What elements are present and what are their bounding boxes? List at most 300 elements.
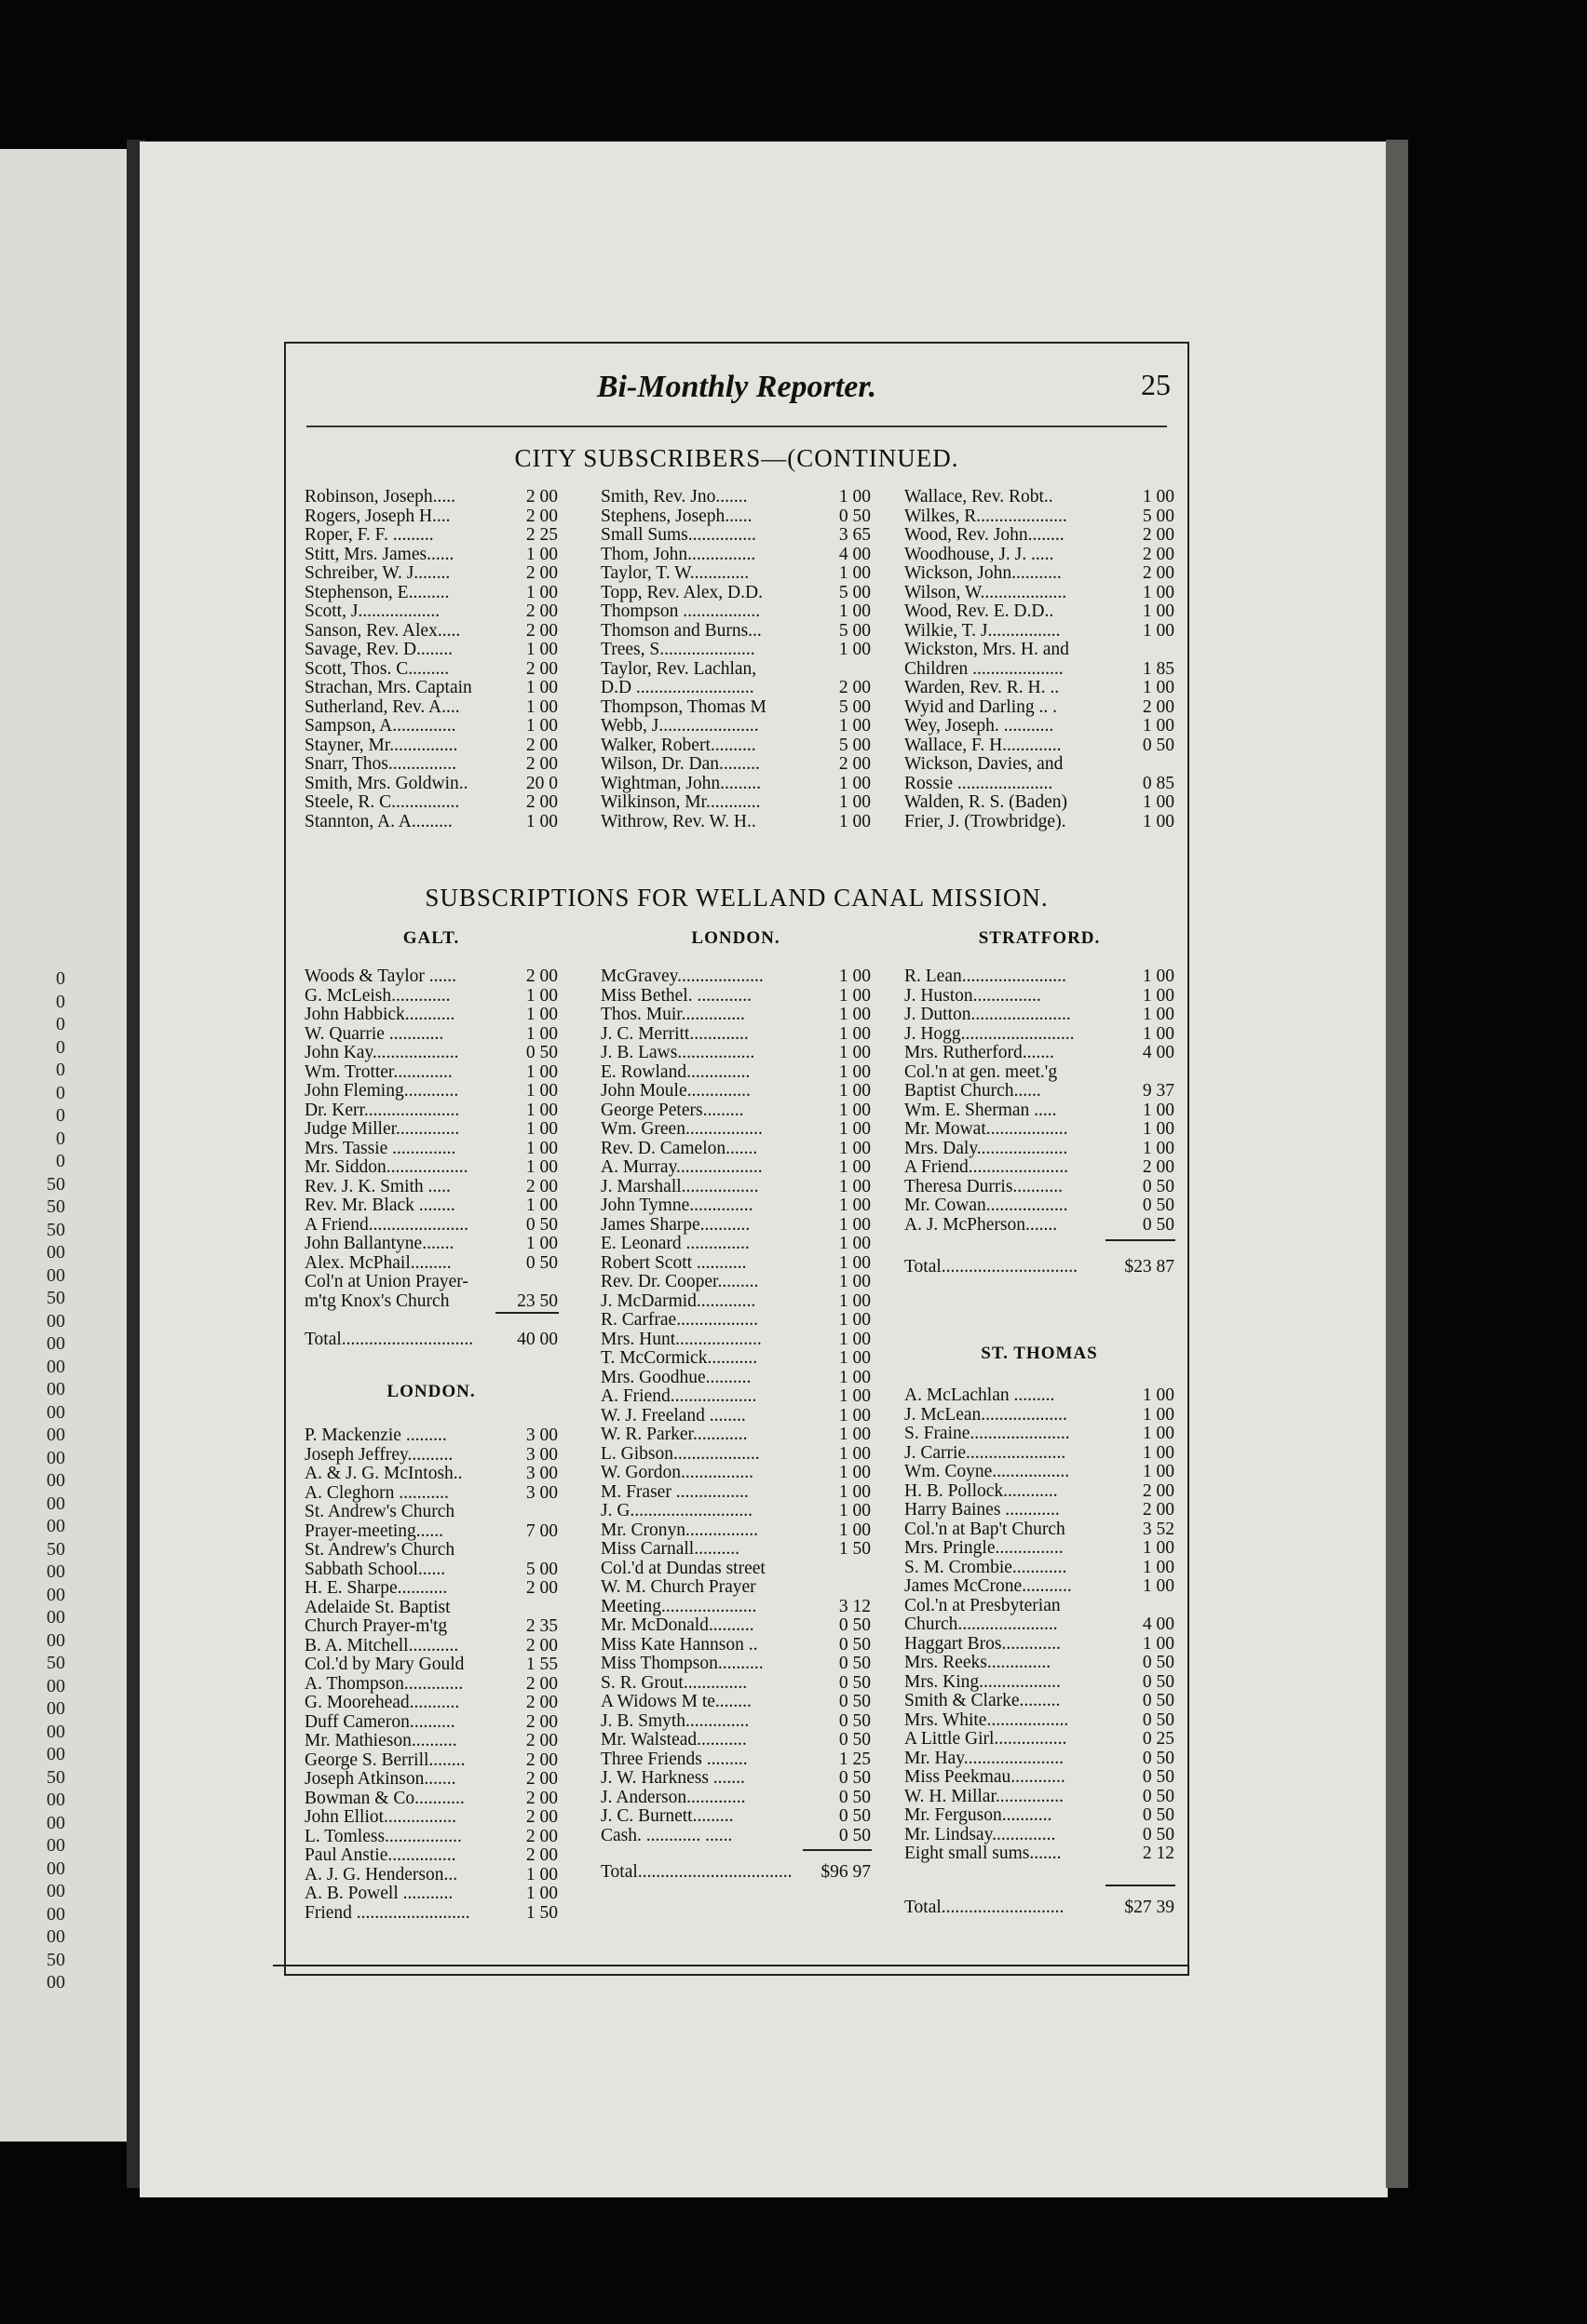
- subscriber-name: H. E. Sharpe...........: [305, 1578, 448, 1598]
- subscription-amount: 1 00: [1142, 582, 1174, 602]
- subscriber-name: Wilson, W...................: [904, 582, 1067, 602]
- st-thomas-heading: ST. THOMAS: [981, 1344, 1098, 1363]
- list-item: [601, 1349, 871, 1369]
- subscriber-name: J. Hogg.........................: [904, 1023, 1075, 1044]
- galt-list: [305, 967, 558, 1311]
- list-item: [601, 1540, 871, 1560]
- galt-sum-rule: [495, 1312, 559, 1314]
- subscription-amount: 2 00: [525, 658, 558, 679]
- list-item: [904, 1101, 1174, 1121]
- subscriber-name: W. J. Freeland ........: [601, 1405, 746, 1425]
- stratford-sum-rule: [1105, 1239, 1175, 1241]
- left-page-amount: 50: [47, 1538, 65, 1560]
- subscription-amount: 2 00: [1142, 525, 1174, 545]
- list-item: [305, 584, 558, 603]
- stratford-list: [904, 967, 1174, 1235]
- subscriber-name: Meeting.....................: [601, 1596, 757, 1616]
- subscription-amount: 2 00: [525, 563, 558, 583]
- list-item: [601, 1731, 871, 1750]
- subscriber-name: Small Sums...............: [601, 525, 756, 545]
- list-item: [904, 1615, 1174, 1635]
- list-item: [601, 507, 871, 527]
- list-item: [305, 1235, 558, 1254]
- subscriber-name: John Ballantyne.......: [305, 1234, 454, 1253]
- list-item: [601, 1445, 871, 1465]
- subscriber-name: Judge Miller..............: [305, 1119, 460, 1139]
- left-page-amount: 00: [47, 1264, 65, 1286]
- list-item: [904, 1635, 1174, 1655]
- subscriber-name: Rev. Mr. Black ........: [305, 1196, 455, 1215]
- list-item: [601, 564, 871, 584]
- subscriber-name: Wm. E. Sherman .....: [904, 1100, 1057, 1120]
- list-item: [904, 1140, 1174, 1159]
- subscriber-name: D.D ..........................: [601, 678, 754, 697]
- list-item: [305, 641, 558, 660]
- subscriber-name: Mr. Cronyn................: [601, 1520, 759, 1540]
- list-item: [904, 1044, 1174, 1063]
- city-subscribers-title: CITY SUBSCRIBERS—(CONTINUED.: [514, 444, 959, 472]
- subscriber-name: S. M. Crombie............: [904, 1557, 1067, 1577]
- subscriber-name: John Moule..............: [601, 1081, 751, 1101]
- list-item: [904, 1730, 1174, 1750]
- subscriber-name: W. R. Parker............: [601, 1425, 748, 1444]
- left-page-amount: 0: [56, 1060, 65, 1080]
- list-item: [305, 602, 558, 622]
- subscription-amount: 1 00: [838, 966, 871, 986]
- list-item: [601, 1693, 871, 1712]
- list-item: [305, 679, 558, 698]
- subscriber-name: Wightman, John.........: [601, 773, 761, 793]
- london-sum-rule: [803, 1849, 872, 1851]
- subscriber-name: W. H. Millar...............: [904, 1786, 1064, 1806]
- subscriber-name: J. B. Laws.................: [601, 1043, 755, 1062]
- subscriber-name: St. Andrew's Church: [305, 1540, 455, 1560]
- subscription-amount: 0 50: [838, 1615, 871, 1635]
- list-item: [601, 679, 871, 698]
- list-item: [904, 1158, 1174, 1178]
- list-item: [904, 775, 1174, 794]
- list-item: [305, 1599, 558, 1618]
- left-page-amount: 50: [47, 1196, 65, 1217]
- subscription-amount: 1 00: [525, 1234, 558, 1253]
- left-page-amount: 50: [47, 1288, 65, 1308]
- subscription-amount: 0 50: [1142, 1805, 1174, 1825]
- subscriber-name: G. McLeish.............: [305, 985, 451, 1006]
- list-item: [904, 1577, 1174, 1597]
- subscriber-name: J. McDarmid.............: [601, 1290, 756, 1311]
- subscription-amount: 0 50: [525, 1252, 558, 1273]
- subscription-amount: 1 00: [838, 811, 871, 831]
- subscriber-name: Wey, Joseph. ...........: [904, 716, 1054, 736]
- list-item: [305, 1273, 558, 1292]
- list-item: [305, 1196, 558, 1216]
- subscription-amount: 0 50: [1142, 735, 1174, 755]
- subscriber-name: Sanson, Rev. Alex.....: [305, 620, 461, 641]
- list-item: [904, 1120, 1174, 1140]
- st-thomas-list: [904, 1386, 1174, 1864]
- list-item: [601, 1331, 871, 1350]
- subscriber-name: Wood, Rev. E. D.D..: [904, 601, 1054, 621]
- subscription-amount: 3 00: [525, 1482, 558, 1503]
- list-item: [305, 1025, 558, 1045]
- subscriber-name: Robinson, Joseph.....: [305, 487, 455, 507]
- london-total: $96 97: [821, 1862, 871, 1882]
- subscriber-name: Mrs. White..................: [904, 1709, 1069, 1730]
- list-item: [904, 1082, 1174, 1101]
- subscription-amount: 2 00: [1142, 544, 1174, 564]
- subscription-amount: 1 00: [838, 1081, 871, 1101]
- subscription-amount: 1 50: [838, 1539, 871, 1559]
- list-item: [904, 488, 1174, 507]
- stratford-total-row: Total.............................. $23 87: [904, 1257, 1174, 1277]
- list-item: [601, 1521, 871, 1541]
- list-item: [601, 1483, 871, 1503]
- list-item: [601, 755, 871, 775]
- subscriber-name: Taylor, T. W.............: [601, 563, 750, 583]
- left-page-amount: 00: [47, 1333, 65, 1354]
- list-item: [904, 1063, 1174, 1083]
- subscriber-name: Wood, Rev. John........: [904, 525, 1065, 545]
- subscription-amount: 1 00: [1142, 678, 1174, 697]
- subscriber-name: Mrs. King..................: [904, 1671, 1061, 1692]
- list-item: [305, 1904, 558, 1924]
- subscription-amount: 1 00: [838, 1043, 871, 1062]
- subscription-amount: 1 00: [525, 985, 558, 1006]
- subscription-amount: 2 00: [525, 1788, 558, 1808]
- left-page-amount: 00: [47, 1629, 65, 1651]
- subscriber-name: Harry Baines ............: [904, 1500, 1060, 1520]
- subscriber-name: A. J. G. Henderson...: [305, 1864, 458, 1885]
- list-item: [904, 736, 1174, 756]
- subscription-amount: 1 00: [1142, 1576, 1174, 1596]
- list-item: [305, 564, 558, 584]
- subscription-amount: 0 50: [838, 1692, 871, 1711]
- subscription-amount: 4 00: [1142, 1043, 1174, 1062]
- subscriber-name: Walker, Robert..........: [601, 735, 756, 755]
- subscriber-name: Rev. J. K. Smith .....: [305, 1176, 451, 1196]
- subscription-amount: 1 00: [1142, 1462, 1174, 1481]
- left-page-amount: 00: [47, 1698, 65, 1719]
- subscription-amount: 5 00: [838, 696, 871, 717]
- subscription-amount: 2 00: [525, 620, 558, 641]
- subscriber-name: John Elliot................: [305, 1807, 457, 1827]
- list-item: [601, 1311, 871, 1331]
- subscription-amount: 1 50: [525, 1902, 558, 1923]
- list-item: [601, 488, 871, 507]
- subscription-amount: 0 50: [1142, 1691, 1174, 1710]
- subscriber-name: A Widows M te........: [601, 1692, 752, 1711]
- subscriber-name: Smith, Rev. Jno.......: [601, 487, 748, 507]
- subscriber-name: J. Carrie......................: [904, 1442, 1066, 1463]
- st-thomas-sum-rule: [1105, 1885, 1175, 1886]
- list-item: [904, 1559, 1174, 1578]
- subscriber-name: Sampson, A..............: [305, 716, 456, 736]
- left-page-amount: 50: [47, 1766, 65, 1788]
- list-item: [904, 526, 1174, 546]
- subscriber-name: Col'n at Union Prayer-: [305, 1272, 468, 1291]
- list-item: [904, 1520, 1174, 1540]
- subscriber-name: B. A. Mitchell...........: [305, 1635, 459, 1655]
- subscription-amount: 4 00: [1142, 1615, 1174, 1634]
- list-item: [904, 1654, 1174, 1673]
- welland-title: SUBSCRIPTIONS FOR WELLAND CANAL MISSION.: [425, 884, 1049, 912]
- subscriber-name: Stitt, Mrs. James......: [305, 544, 454, 564]
- subscriber-name: Col.'d at Dundas street: [601, 1558, 766, 1578]
- subscriber-name: E. Leonard ..............: [601, 1234, 750, 1253]
- subscription-amount: 1 00: [525, 1119, 558, 1139]
- subscription-amount: 2 00: [525, 506, 558, 526]
- left-page-amount: 00: [47, 1835, 65, 1856]
- subscription-amount: 2 25: [525, 525, 558, 545]
- subscription-amount: 2 00: [838, 678, 871, 697]
- subscription-amount: 1 00: [1142, 716, 1174, 736]
- subscription-amount: 1 00: [1142, 1119, 1174, 1139]
- subscription-amount: 1 00: [1142, 620, 1174, 641]
- subscriber-name: Rogers, Joseph H....: [305, 506, 451, 526]
- list-item: [601, 526, 871, 546]
- subscription-amount: 1 00: [838, 1005, 871, 1024]
- subscriber-name: Trees, S.....................: [601, 640, 755, 659]
- subscription-amount: 1 00: [525, 1884, 558, 1903]
- subscription-amount: 1 00: [525, 696, 558, 717]
- list-item: [601, 1636, 871, 1655]
- list-item: [305, 1446, 558, 1466]
- subscription-amount: 1 00: [838, 1100, 871, 1120]
- list-item: [305, 1101, 558, 1121]
- list-item: [305, 507, 558, 527]
- subscriber-name: Wickson, John...........: [904, 563, 1062, 583]
- subscriber-name: Mrs. Tassie ..............: [305, 1138, 456, 1158]
- list-item: [904, 1482, 1174, 1502]
- subscriber-name: Dr. Kerr.....................: [305, 1100, 460, 1120]
- subscriber-name: James McCrone...........: [904, 1576, 1072, 1596]
- subscriber-name: John Fleming............: [305, 1081, 459, 1101]
- list-item: [305, 1808, 558, 1828]
- london-heading-left: LONDON.: [387, 1382, 476, 1401]
- list-item: [305, 1120, 558, 1140]
- subscription-amount: 1 00: [525, 811, 558, 831]
- subscriber-name: A Friend......................: [904, 1157, 1069, 1177]
- subscriber-name: Smith & Clarke.........: [904, 1691, 1061, 1710]
- list-item: [904, 679, 1174, 698]
- subscriber-name: Smith, Mrs. Goldwin..: [305, 773, 468, 793]
- list-item: [904, 660, 1174, 680]
- subscriber-name: A. Thompson.............: [305, 1673, 464, 1694]
- list-item: [601, 1464, 871, 1483]
- list-item: [601, 1712, 871, 1732]
- list-item: [601, 1006, 871, 1025]
- subscriber-name: Rossie .....................: [904, 773, 1053, 793]
- subscription-amount: 1 00: [838, 1425, 871, 1444]
- subscription-amount: 1 00: [838, 1386, 871, 1406]
- running-title: Bi-Monthly Reporter.: [596, 370, 877, 404]
- list-item: [601, 1807, 871, 1827]
- subscription-amount: 3 65: [838, 525, 871, 545]
- list-item: [305, 1675, 558, 1695]
- list-item: [305, 775, 558, 794]
- subscription-amount: 1 00: [838, 1272, 871, 1291]
- subscription-amount: 1 00: [525, 716, 558, 736]
- subscription-amount: 2 00: [525, 1826, 558, 1846]
- subscriber-name: Taylor, Rev. Lachlan,: [601, 658, 757, 679]
- page-frame: [284, 342, 1189, 1976]
- subscriber-name: Alex. McPhail.........: [305, 1252, 452, 1273]
- subscriber-name: Duff Cameron..........: [305, 1711, 455, 1732]
- list-item: [305, 1561, 558, 1580]
- left-page-amount: 00: [47, 1310, 65, 1331]
- subscription-amount: 0 50: [838, 1710, 871, 1731]
- subscriber-name: Topp, Rev. Alex, D.D.: [601, 582, 763, 602]
- subscription-amount: 2 00: [525, 1635, 558, 1655]
- subscriber-name: Sabbath School......: [305, 1559, 446, 1579]
- subscriber-name: Strachan, Mrs. Captain: [305, 678, 472, 697]
- left-page-amount: 00: [47, 1812, 65, 1833]
- list-item: [305, 1885, 558, 1904]
- subscription-amount: 5 00: [525, 1559, 558, 1579]
- subscriber-name: Wickson, Davies, and: [904, 754, 1064, 774]
- list-item: [601, 641, 871, 660]
- subscription-amount: 9 37: [1142, 1081, 1174, 1101]
- list-item: [904, 1501, 1174, 1520]
- subscriber-name: Mr. Hay......................: [904, 1748, 1064, 1768]
- subscriber-name: Wilson, Dr. Dan.........: [601, 754, 760, 774]
- subscription-amount: 1 00: [525, 1100, 558, 1120]
- left-page-amount: 0: [56, 1014, 65, 1034]
- subscription-amount: 1 00: [838, 1329, 871, 1349]
- subscription-amount: 2 00: [525, 735, 558, 755]
- london-mid-list: [601, 967, 871, 1845]
- left-page-amount: 0: [56, 1036, 65, 1058]
- list-item: [601, 1158, 871, 1178]
- subscription-amount: 0 50: [1142, 1671, 1174, 1692]
- subscriber-name: Eight small sums.......: [904, 1844, 1062, 1863]
- subscription-amount: 1 00: [838, 1501, 871, 1520]
- subscriber-name: E. Rowland..............: [601, 1061, 751, 1082]
- subscription-amount: 1 00: [1142, 1557, 1174, 1577]
- left-page-amount: 00: [47, 1881, 65, 1901]
- list-item: [904, 641, 1174, 660]
- page-number: 25: [1141, 368, 1171, 401]
- subscription-amount: 1 00: [838, 601, 871, 621]
- subscriber-name: Col.'n at gen. meet.'g: [904, 1061, 1058, 1082]
- subscriber-name: Miss Kate Hannson ..: [601, 1634, 758, 1655]
- list-item: [305, 1178, 558, 1197]
- subscription-amount: 3 00: [525, 1464, 558, 1483]
- subscriber-name: Joseph Atkinson.......: [305, 1769, 456, 1789]
- list-item: [305, 1503, 558, 1522]
- subscriber-name: Warden, Rev. R. H. ..: [904, 678, 1060, 697]
- subscription-amount: 0 50: [838, 1654, 871, 1673]
- header-rule: [306, 426, 1167, 427]
- list-item: [601, 602, 871, 622]
- subscription-amount: 2 00: [525, 1731, 558, 1750]
- subscriber-name: Wm. Trotter.............: [305, 1061, 453, 1082]
- subscription-amount: 0 50: [838, 506, 871, 526]
- left-page-amount: 00: [47, 1447, 65, 1468]
- list-item: [601, 1082, 871, 1101]
- subscriber-name: Col.'n at Presbyterian: [904, 1595, 1061, 1615]
- subscriber-name: P. Mackenzie .........: [305, 1425, 447, 1445]
- list-item: [904, 622, 1174, 642]
- subscriber-name: A. Cleghorn ...........: [305, 1482, 449, 1503]
- stratford-total: $23 87: [1124, 1257, 1174, 1277]
- subscription-amount: 2 00: [525, 1673, 558, 1694]
- list-item: [904, 1788, 1174, 1807]
- subscriber-name: J. C. Merritt.............: [601, 1023, 749, 1044]
- subscriber-name: Wallace, Rev. Robt..: [904, 487, 1053, 507]
- subscriber-name: Scott, Thos. C.........: [305, 658, 450, 679]
- subscription-amount: 1 00: [838, 1443, 871, 1464]
- subscriber-name: Roper, F. F. .........: [305, 525, 434, 545]
- subscription-amount: 1 00: [1142, 601, 1174, 621]
- subscriber-name: John Kay...................: [305, 1043, 459, 1062]
- subscription-amount: 2 00: [1142, 1480, 1174, 1501]
- subscription-amount: 1 55: [525, 1655, 558, 1674]
- subscriber-name: J. Anderson.............: [601, 1787, 746, 1807]
- list-item: [601, 1216, 871, 1236]
- subscription-amount: 0 50: [1142, 1824, 1174, 1844]
- list-item: [601, 1655, 871, 1674]
- subscription-amount: 1 00: [838, 773, 871, 793]
- subscription-amount: 7 00: [525, 1520, 558, 1541]
- subscription-amount: 2 00: [525, 1750, 558, 1770]
- list-item: [305, 755, 558, 775]
- subscriber-name: J. B. Smyth..............: [601, 1710, 750, 1731]
- subscription-amount: 2 00: [525, 754, 558, 774]
- subscription-amount: 1 00: [838, 1176, 871, 1196]
- subscription-amount: 2 00: [1142, 696, 1174, 717]
- subscription-amount: 4 00: [838, 544, 871, 564]
- subscriber-name: A. Murray...................: [601, 1157, 763, 1177]
- list-item: [305, 1713, 558, 1733]
- left-page-amount: 00: [47, 1516, 65, 1536]
- list-item: [305, 1140, 558, 1159]
- subscription-amount: 1 00: [838, 1214, 871, 1235]
- list-item: [904, 1750, 1174, 1769]
- subscriber-name: Thompson .................: [601, 601, 761, 621]
- list-item: [904, 1006, 1174, 1025]
- subscriber-name: Mrs. Hunt...................: [601, 1329, 762, 1349]
- list-item: [601, 793, 871, 813]
- list-item: [601, 1598, 871, 1617]
- list-item: [601, 813, 871, 832]
- subscription-amount: 1 00: [838, 1138, 871, 1158]
- subscriber-name: Col.'n at Bap't Church: [904, 1519, 1065, 1539]
- subscription-amount: 2 00: [525, 792, 558, 812]
- list-item: [305, 1790, 558, 1809]
- left-page-amount: 00: [47, 1425, 65, 1445]
- subscriber-name: J. Huston...............: [904, 985, 1041, 1006]
- subscription-amount: 1 00: [1142, 1424, 1174, 1443]
- left-page-amount: 50: [47, 1219, 65, 1240]
- list-item: [904, 602, 1174, 622]
- subscriber-name: Rev. Dr. Cooper.........: [601, 1272, 759, 1291]
- subscriber-name: J. Marshall.................: [601, 1176, 759, 1196]
- subscriber-name: Mrs. Reeks..............: [904, 1653, 1051, 1672]
- subscriber-name: Woods & Taylor ......: [305, 966, 456, 986]
- left-page-amount: 0: [56, 1105, 65, 1126]
- list-item: [305, 1082, 558, 1101]
- list-item: [601, 1044, 871, 1063]
- stratford-heading: STRATFORD.: [978, 928, 1101, 948]
- subscriber-name: H. B. Pollock............: [904, 1480, 1058, 1501]
- subscriber-name: J. C. Burnett.........: [601, 1806, 734, 1826]
- subscription-amount: 1 00: [525, 640, 558, 659]
- subscription-amount: 1 00: [838, 1405, 871, 1425]
- subscription-amount: 1 00: [838, 1348, 871, 1368]
- list-item: [305, 698, 558, 718]
- list-item: [305, 1465, 558, 1484]
